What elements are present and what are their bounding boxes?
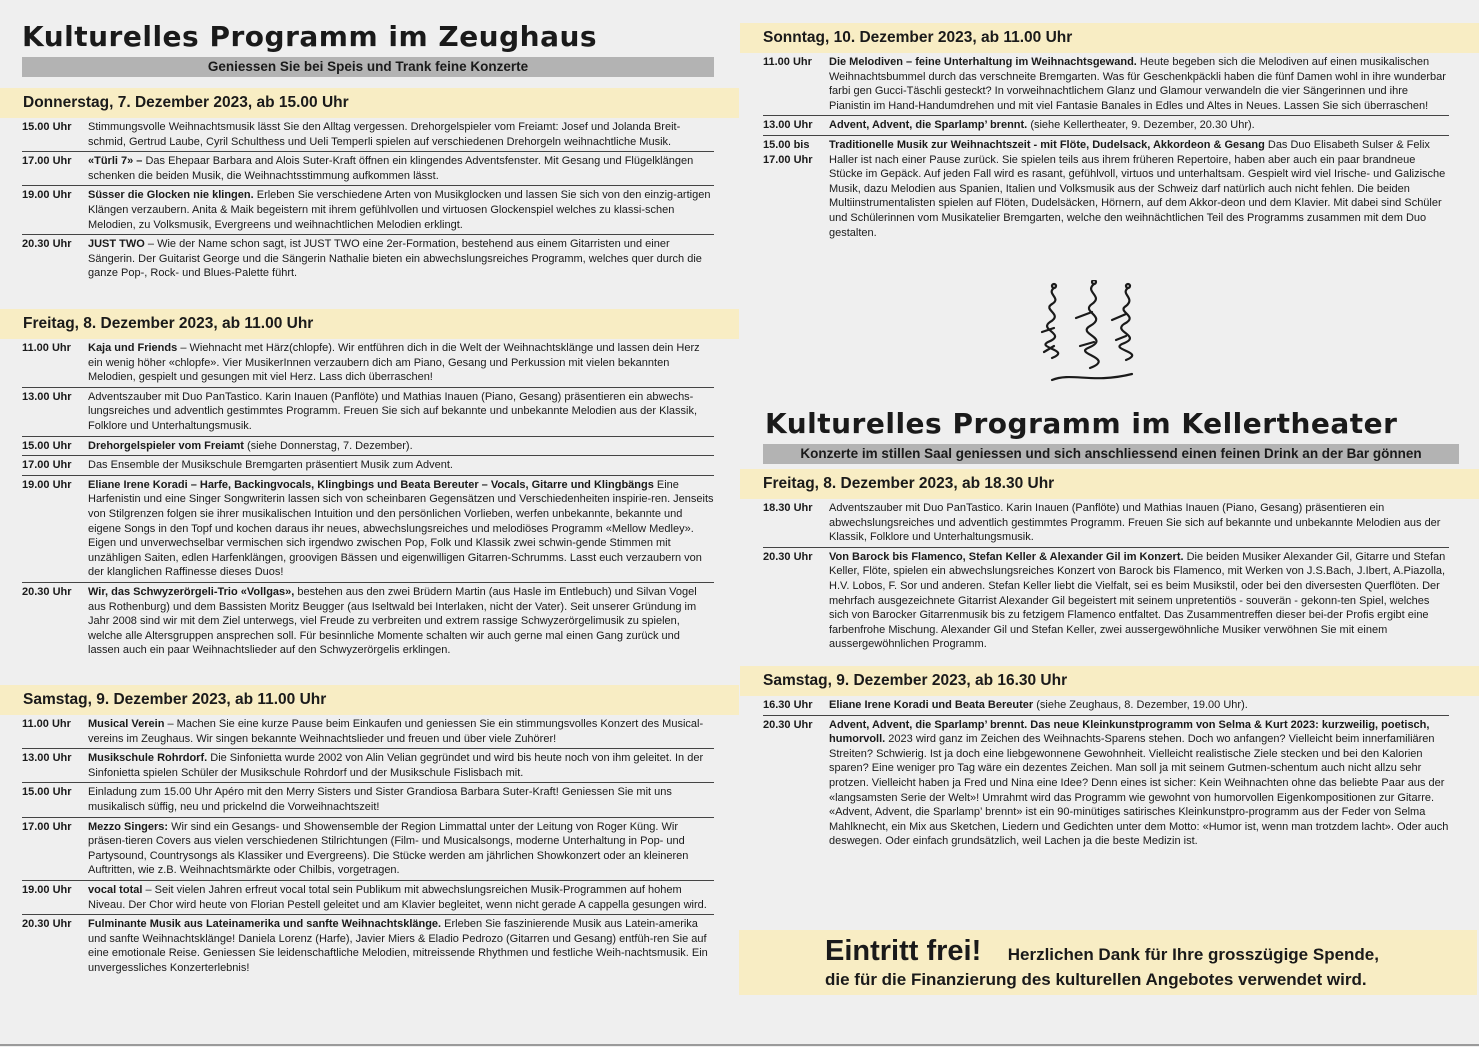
entry-title: Süsser die Glocken nie klingen. bbox=[88, 189, 254, 202]
program-entry bbox=[763, 548, 1449, 654]
entry-title: Von Barock bis Flamenco, Stefan Keller & Alexander Gil im Konzert. bbox=[829, 550, 1184, 563]
free-entry-banner bbox=[739, 930, 1477, 995]
entry-description: – Wie der Name schon sagt, ist JUST TWO eine 2er-Formation, bestehend aus einem Gitarristen und einer Sängerin. Der Guitarist George und die Sängerin Nathalie bieten ein abwechslungsreiches Programm, welches quer durch die ganze Pop-, Rock- und Blues-Palette führt. bbox=[88, 238, 702, 280]
entry-text bbox=[88, 883, 714, 912]
day-heading: Freitag, 8. Dezember 2023, ab 18.30 Uhr bbox=[740, 469, 1479, 499]
entry-description: (siehe Donnerstag, 7. Dezember). bbox=[246, 439, 413, 452]
program-entry bbox=[22, 476, 714, 583]
program-entry bbox=[22, 437, 714, 457]
entry-list bbox=[763, 53, 1449, 242]
program-entry bbox=[763, 53, 1449, 116]
entry-time: 20.30 Uhr bbox=[22, 238, 72, 251]
program-entry bbox=[763, 116, 1449, 136]
entry-text bbox=[88, 478, 714, 580]
entry-text bbox=[88, 237, 714, 281]
entry-description: (siehe Zeughaus, 8. Dezember, 19.00 Uhr). bbox=[1036, 699, 1248, 711]
program-entry bbox=[22, 339, 714, 388]
entry-time: 19.00 Uhr bbox=[22, 478, 72, 491]
entry-description: – Seit vielen Jahren erfreut vocal total sein Publikum mit abwechslungsreichen Musik-Programmen auf hohem Niveau. Der Chor wird heute von Florian Pestell geleitet und am Klavier begleitet, wenn nicht gerade A cappella gesungen wird. bbox=[88, 883, 707, 911]
entry-title: Wir, das Schwyzerörgeli-Trio «Vollgas», bbox=[88, 585, 295, 598]
entry-text bbox=[88, 717, 714, 746]
entry-time: 11.00 Uhr bbox=[763, 56, 812, 68]
program-entry bbox=[22, 186, 714, 235]
program-entry bbox=[763, 696, 1449, 716]
entry-text bbox=[88, 120, 714, 149]
entry-time: 20.30 Uhr bbox=[22, 918, 72, 931]
entry-description: Einladung zum 15.00 Uhr Apéro mit den Merry Sisters und Sister Grandiosa Barbara Suter-Kraft! Geniessen Sie mit uns musikalisch süffig, neu und prickelnd die Vorweihnachtszeit! bbox=[88, 786, 672, 813]
program-entry bbox=[763, 136, 1449, 242]
program-entry bbox=[763, 716, 1449, 851]
entry-text bbox=[88, 751, 714, 780]
entry-title: Eliane Irene Koradi und Beata Bereuter bbox=[829, 699, 1034, 711]
day-section bbox=[740, 23, 1479, 242]
christmas-trees-icon bbox=[1032, 280, 1152, 388]
entry-description: bestehen aus den zwei Brüdern Martin (aus Hasle im Entlebuch) und Silvan Vogel aus Rothenburg) und dem Bassisten Moritz Beugger (aus Iseltwald bei Interlaken, nicht der Vater). Seit unserer Gründung im Jahr 2008 sind wir mit dem Ziel unterwegs, viel Freude zu verbreiten und extrem rassige Schwyzerörgelimusik zu spielen, welche alle Altersgruppen ansprechen soll. Für besinnliche Momente schalten wir auch gerne mal einen Gang zurück und lassen auch ein paar Weihnachtslieder auf den Schwyzerörgelis erklingen. bbox=[88, 585, 697, 657]
entry-title: Kaja und Friends bbox=[88, 342, 178, 354]
entry-title: Musikschule Rohrdorf. bbox=[88, 752, 208, 765]
entry-time: 18.30 Uhr bbox=[763, 502, 813, 514]
entry-title: Musical Verein bbox=[88, 718, 165, 730]
entry-time: 11.00 Uhr bbox=[22, 718, 71, 730]
kellertheater-subtitle: Konzerte im stillen Saal geniessen und sich anschliessend einen feinen Drink an der Bar gönnen bbox=[763, 444, 1459, 464]
entry-description: – Wiehnacht met Härz(chlopfe). Wir entführen dich in die Welt der Weihnachtsklänge und lassen dein Herz ein wenig höher «chlopfe». Vier MusikerInnen verzaubern dich am Piano, Gesang und Perkussion mit vielen bekannten Melodien, gespielt und gesungen mit viel Herz. Lass dich überraschen! bbox=[88, 342, 700, 384]
entry-time: 17.00 Uhr bbox=[22, 459, 72, 472]
entry-title: vocal total bbox=[88, 883, 143, 896]
donation-line-2: die für die Finanzierung des kulturellen Angebotes verwendet wird. bbox=[825, 970, 1367, 989]
entry-text bbox=[88, 785, 714, 814]
entry-time: 20.30 Uhr bbox=[763, 718, 813, 731]
entry-time: 20.30 Uhr bbox=[22, 585, 72, 598]
entry-text bbox=[829, 718, 1449, 849]
entry-text bbox=[88, 188, 714, 232]
program-entry bbox=[763, 499, 1449, 548]
entry-text bbox=[88, 154, 714, 183]
kellertheater-title: Kulturelles Programm im Kellertheater bbox=[765, 407, 1398, 440]
program-entry bbox=[22, 749, 714, 783]
entry-text bbox=[829, 55, 1449, 113]
entry-title: Advent, Advent, die Sparlamp’ brennt. bbox=[829, 119, 1028, 132]
entry-title: Mezzo Singers: bbox=[88, 820, 169, 833]
program-entry bbox=[22, 915, 714, 977]
entry-text bbox=[88, 439, 714, 454]
entry-description: Wir sind ein Gesangs- und Showensemble der Region Limmattal unter der Leitung von Roger Küng. Wir präsen-tieren Covers aus vielen verschiedenen Stilrichtungen (Film- und Musicalsongs, moderne Unterhaltung in Pop- und Partysound, Countrysongs als Klassiker und Evergreens). Die Stücke werden am jährlichen Showkonzert oder an kleineren Auftritten, wie z.B. Weihnachtsmärkte oder Chilbis, vorgetragen. bbox=[88, 820, 689, 877]
entry-time: 17.00 Uhr bbox=[22, 155, 72, 168]
day-section bbox=[22, 88, 714, 283]
day-heading: Samstag, 9. Dezember 2023, ab 11.00 Uhr bbox=[0, 685, 739, 715]
entry-text bbox=[829, 550, 1449, 652]
day-section bbox=[22, 685, 714, 978]
entry-time: 15.00 Uhr bbox=[22, 121, 72, 133]
program-entry bbox=[22, 388, 714, 437]
entry-description: Stimmungsvolle Weihnachtsmusik lässt Sie den Alltag vergessen. Drehorgelspieler vom Freiamt: Josef und Jolanda Breit-schmid, Gertrud Laube, Cyril Schulthess und Ueli Temperli spielen auf verschiedenen Drehorgeln weihnachtliche Musik. bbox=[88, 121, 681, 148]
entry-title: Fulminante Musik aus Lateinamerika und sanfte Weihnachtsklänge. bbox=[88, 918, 442, 931]
entry-description: Die beiden Musiker Alexander Gil, Gitarre und Stefan Keller, Flöte, spielen ein abwechslungsreiches Konzert von Barock bis Flamenco, mit Werken von J.S.Bach, J.Ibert, A.Piazolla, H.V. Lobos, F. Sor und anderen. Stefan Keller liebt die Vielfalt, sei es beim Musikstil, oder bei den diversesten Querflöten. Der mehrfach ausgezeichnete Gitarrist Alexander Gil begeistert mit seinem unpretentiös - souverän - gekonn-ten Spiel, welches sich von Barocker Gitarrenmusik bis zu fetzigem Flamenco entfaltet. Das Zusammentreffen dieser bei-der Profis ergibt eine farbenfrohe Mischung. Alexander Gil und Stefan Keller, zwei aussergewöhnliche Musiker verwöhnen Sie mit einem aussergewöhnlichen Programm. bbox=[829, 550, 1446, 651]
day-section bbox=[740, 469, 1479, 654]
day-section bbox=[22, 309, 714, 660]
entry-description: Heute begeben sich die Melodiven auf einen musikalischen Weihnachtsbummel durch das verschneite Bremgarten. Was für Geschenkpäckli haben die fünf Damen wohl in ihre wunderbar farbi gen Gucci-Täschli gesteckt? In vorweihnachtlichem Glanz und Glamour verwandeln die vier Sängerinnen und ihre Pianistin im Hand-Handumdrehen und mit viel Fantasie Banales in Edles und Altes in Neues. Lassen Sie sich überraschen! bbox=[829, 56, 1446, 112]
entry-description: (siehe Kellertheater, 9. Dezember, 20.30 Uhr). bbox=[1030, 119, 1255, 132]
entry-text bbox=[829, 698, 1449, 713]
entry-description: Die Sinfonietta wurde 2002 von Alin Velian gegründet und wird bis heute noch von ihm geleitet. In der Sinfonietta spielen Schüler der Musikschule Rohrdorf und der Musikschule Fislisbach mit. bbox=[88, 752, 704, 779]
entry-title: Eliane Irene Koradi – Harfe, Backingvocals, Klingbings und Beata Bereuter – Vocals, Gitarre und Klingbängs bbox=[88, 478, 654, 491]
entry-text bbox=[88, 341, 714, 385]
entry-time: 13.00 Uhr bbox=[763, 119, 813, 132]
free-entry-label: Eintritt frei! bbox=[825, 935, 982, 967]
entry-description: Adventszauber mit Duo PanTastico. Karin Inauen (Panflöte) und Mathias Inauen (Piano, Gesang) präsentieren ein abwechs-lungsreiches und adventlich gestimmtes Programm. Freuen Sie sich auf bekannte und unbekannte Melodien aus der Klassik, Folklore und Unterhaltungsmusik. bbox=[88, 390, 698, 432]
program-entry bbox=[22, 583, 714, 660]
entry-list bbox=[22, 339, 714, 660]
entry-title: Die Melodiven – feine Unterhaltung im Weihnachtsgewand. bbox=[829, 56, 1137, 68]
program-entry bbox=[22, 715, 714, 749]
entry-list bbox=[763, 696, 1449, 851]
entry-list bbox=[763, 499, 1449, 654]
entry-time: 20.30 Uhr bbox=[763, 550, 813, 563]
entry-description: Erleben Sie verschiedene Arten von Musikglocken und lassen Sie sich von den einzig-artigen Klängen verzaubern. Anita & Maik begeistern mit ihrem gefühlvollen und virtuosen Glockenspiel welches zu klassi-schen Melodien, zu Volksmusik, Evergreens und weihnachtlichen Melodien erklingt. bbox=[88, 189, 711, 231]
entry-description: – Machen Sie eine kurze Pause beim Einkaufen und geniessen Sie ein stimmungsvolles Konzert des Musical-vereins im Zeughaus. Wir singen bekannte Weihnachtslieder und freuen und über viele Zuhörer! bbox=[88, 718, 704, 745]
entry-description: Adventszauber mit Duo PanTastico. Karin Inauen (Panflöte) und Mathias Inauen (Piano, Gesang) präsentieren ein abwechslungsreiches und adventlich gestimmtes Programm. Freuen Sie sich auf bekannte und unbekannte Melodien aus der Klassik, Folklore und Unterhaltungsmusik. bbox=[829, 502, 1441, 544]
day-heading: Samstag, 9. Dezember 2023, ab 16.30 Uhr bbox=[740, 666, 1479, 696]
entry-list bbox=[22, 118, 714, 283]
program-entry bbox=[22, 456, 714, 476]
entry-list bbox=[22, 715, 714, 978]
program-entry bbox=[22, 783, 714, 817]
program-entry bbox=[22, 881, 714, 915]
entry-description: Das Ehepaar Barbara and Alois Suter-Kraft öffnen ein klingendes Adventsfenster. Mit Gesang und Flügelklängen schenken die beiden Musik, die Weihnachtsstimmung aufkommen lässt. bbox=[88, 155, 694, 182]
entry-time: 15.00 bis 17.00 Uhr bbox=[763, 138, 813, 166]
entry-text bbox=[829, 501, 1449, 545]
entry-time: 19.00 Uhr bbox=[22, 883, 72, 896]
zeughaus-title: Kulturelles Programm im Zeughaus bbox=[22, 20, 598, 53]
entry-description: Erleben Sie faszinierende Musik aus Latein-amerika und sanfte Weihnachtsklänge! Daniela Lorenz (Harfe), Javier Miers & Eladio Pedrozo (Gitarren und Gesang) entfüh-ren Sie auf eine emotionale Reise. Geniessen Sie leidenschaftliche Melodien, mitreissende Rhythmen und festliche Weih-nachtsmusik. Ein unvergessliches Konzerterlebnis! bbox=[88, 918, 708, 974]
entry-time: 19.00 Uhr bbox=[22, 189, 72, 202]
entry-time: 17.00 Uhr bbox=[22, 820, 72, 833]
page-divider bbox=[0, 1044, 1479, 1046]
entry-text bbox=[88, 390, 714, 434]
entry-time: 16.30 Uhr bbox=[763, 699, 813, 711]
donation-line-1: Herzlichen Dank für Ihre grosszügige Spende, bbox=[1007, 945, 1379, 964]
entry-time: 15.00 Uhr bbox=[22, 786, 72, 799]
entry-text bbox=[88, 820, 714, 878]
program-entry bbox=[22, 818, 714, 881]
program-entry bbox=[22, 152, 714, 186]
day-heading: Donnerstag, 7. Dezember 2023, ab 15.00 Uhr bbox=[0, 88, 739, 118]
day-heading: Sonntag, 10. Dezember 2023, ab 11.00 Uhr bbox=[740, 23, 1479, 53]
entry-text bbox=[829, 138, 1449, 240]
day-heading: Freitag, 8. Dezember 2023, ab 11.00 Uhr bbox=[0, 309, 739, 339]
entry-description: Das Ensemble der Musikschule Bremgarten präsentiert Musik zum Advent. bbox=[88, 459, 453, 472]
entry-description: Eine Harfenistin und eine Singer Songwriterin lassen sich von scheinbaren Gegensätzen und Verschiedenheiten inspirie-ren. Jenseits von Stilgrenzen folgen sie ihrer musikalischen Intuition und den persönlichen Vorlieben, werfen unbekannte, bekannte und eigene Songs in den Topf und kochen daraus ihr neues, abwechslungsreiches und melodiöses Programm «Mellow Medley». Eigen und unverwechselbar vermischen sich irgendwo zwischen Pop, Folk und Klassik zwei schwin-gende Stimmen mit unzähligen Saiten, edlen Harfenklängen, groovigen Bässen und eigenwilligen Gitarren-Schrumms. Lasst euch verzaubern von der klanglichen Raffinesse dieses Duos! bbox=[88, 478, 714, 579]
entry-text bbox=[88, 917, 714, 975]
program-entry bbox=[22, 118, 714, 152]
entry-time: 13.00 Uhr bbox=[22, 752, 72, 765]
entry-title: Drehorgelspieler vom Freiamt bbox=[88, 439, 244, 452]
entry-title: Traditionelle Musik zur Weihnachtszeit - mit Flöte, Dudelsack, Akkordeon & Gesang bbox=[829, 138, 1265, 151]
entry-time: 15.00 Uhr bbox=[22, 439, 72, 452]
entry-title: «Türli 7» – bbox=[88, 155, 143, 168]
entry-text bbox=[88, 585, 714, 658]
entry-description: Das Duo Elisabeth Sulser & Felix Haller ist nach einer Pause zurück. Sie spielen teils aus ihrem früheren Repertoire, haben aber auch ein paar brandneue Stücke im Gepäck. Auf jeden Fall wird es rasant, gefühlvoll, virtuos und unterhaltsam. Gespielt wird viel Irische- und Galizische Musik, dazu Melodien aus Spanien, Italien und Volksmusik aus der Schweiz darf natürlich auch nicht fehlen. Die beiden Multiinstrumentalisten spielen auf Flöten, Dudelsäcken, Hörnern, auf dem Akkor-deon und dem Klavier. Mit dabei sind Schüler und Schülerinnen vom Musikatelier Bremgarten, welche den weihnächtlichen Teil des Programms zusammen mit dem Duo gestalten. bbox=[829, 138, 1446, 239]
entry-time: 11.00 Uhr bbox=[22, 342, 71, 354]
entry-description: 2023 wird ganz im Zeichen des Weihnachts-Sparens stehen. Doch wo anfangen? Vielleicht beim innerfamiliären Streiten? Schwierig. Ist ja doch eine liebgewonnene Gewohnheit. Vielleicht realistische Ziele stecken und bei den Kalorien sparen? Eine weniger pro Tag wäre ein dezentes Zeichen. Man soll ja mit seinem Gutmen-schentum auch nicht allzu sehr protzen. Vielleicht haben ja Fred und Nina eine Idee? Denn eines ist sicher: Kein Weihnachten ohne das beliebte Paar aus der «langsamsten Serie der Welt»! Umrahmt wird das Programm wie gewohnt von humorvollen Eigenkompositionen zur Gitarre. «Advent, Advent, die Sparlamp’ brennt» ist ein 90-minütiges satirisches Kleinkunstpro-programm aus der Feder von Selma Mahlknecht, ein Mix aus Sketchen, Liedern und Gedichten unter dem Motto: «Humor ist, wenn man trotzdem lacht». Oder auch deswegen. Oder einfach grundsätzlich, weil Lachen ja die beste Medizin ist. bbox=[829, 733, 1449, 848]
entry-title: Advent, Advent, die Sparlamp’ brennt. Das neue Kleinkunstprogramm von Selma & Kurt 2023: kurzweilig, poetisch, humorvoll. bbox=[829, 718, 1430, 746]
entry-text bbox=[829, 118, 1449, 133]
entry-time: 13.00 Uhr bbox=[22, 390, 72, 403]
day-section bbox=[740, 666, 1479, 851]
zeughaus-subtitle: Geniessen Sie bei Speis und Trank feine Konzerte bbox=[22, 57, 714, 77]
program-entry bbox=[22, 235, 714, 283]
entry-text bbox=[88, 458, 714, 473]
entry-title: JUST TWO bbox=[88, 238, 145, 251]
